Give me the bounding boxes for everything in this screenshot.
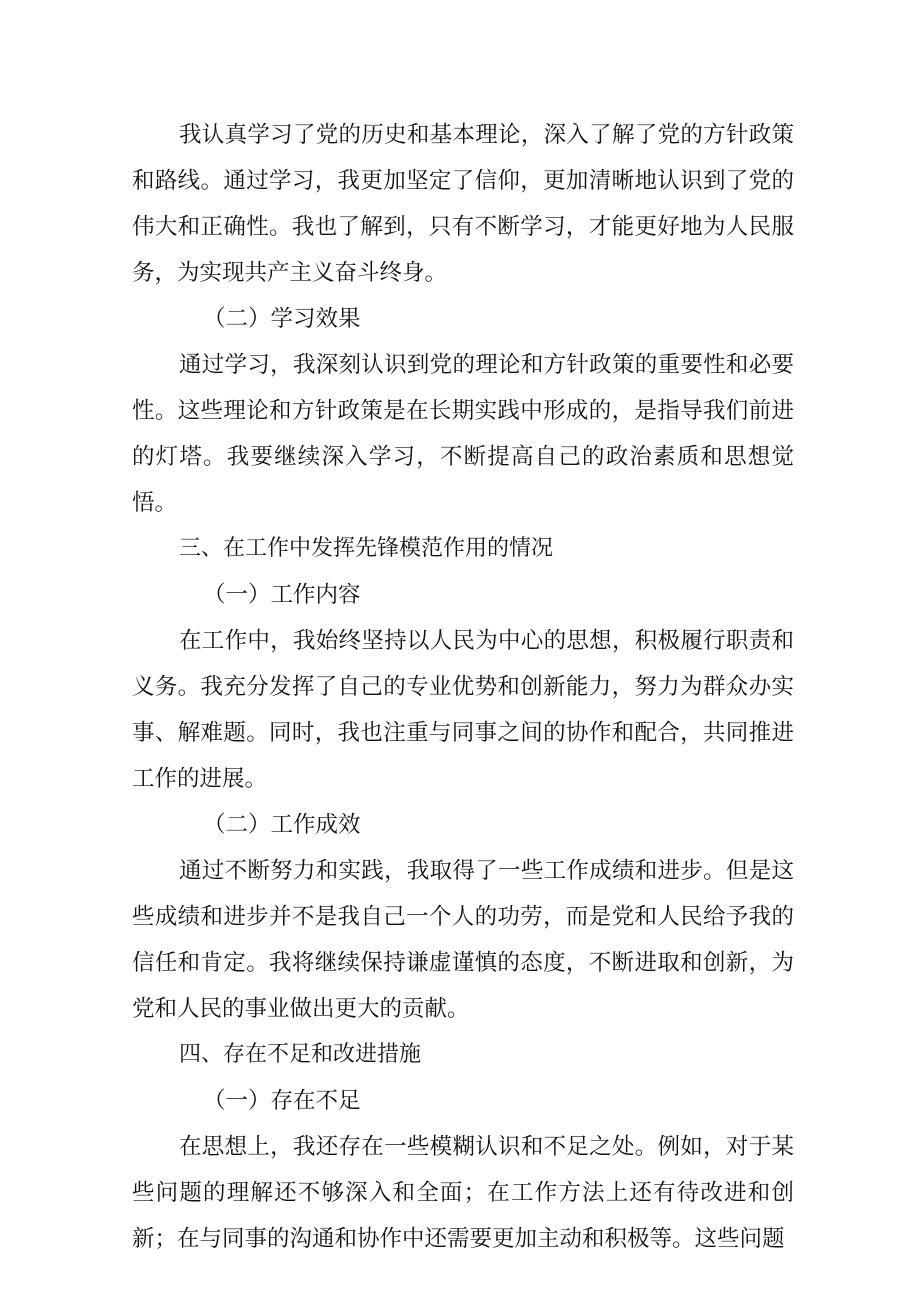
paragraph-work-content: 在工作中，我始终坚持以人民为中心的思想，积极履行职责和义务。我充分发挥了自己的专业优势和创新能力，努力为群众办实事、解难题。同时，我也注重与同事之间的协作和配合，共同推进工作的进展。	[132, 628, 794, 792]
subheading-work-content: （一）工作内容	[203, 582, 361, 608]
section-heading-shortcomings: 四、存在不足和改进措施	[179, 1042, 422, 1067]
section-heading-vanguard-role: 三、在工作中发挥先锋模范作用的情况	[179, 536, 554, 561]
paragraph-study-content: 我认真学习了党的历史和基本理论，深入了解了党的方针政策和路线。通过学习，我更加坚定了信仰，更加清晰地认识到了党的伟大和正确性。我也了解到，只有不断学习，才能更好地为人民服务，为实现共产主义奋斗终身。	[132, 122, 794, 286]
paragraph-study-effect: 通过学习，我深刻认识到党的理论和方针政策的重要性和必要性。这些理论和方针政策是在长期实践中形成的，是指导我们前进的灯塔。我要继续深入学习，不断提高自己的政治素质和思想觉悟。	[132, 352, 794, 516]
subheading-existing-shortcomings: （一）存在不足	[203, 1088, 361, 1114]
paragraph-work-results: 通过不断努力和实践，我取得了一些工作成绩和进步。但是这些成绩和进步并不是我自己一个人的功劳，而是党和人民给予我的信任和肯定。我将继续保持谦虚谨慎的态度，不断进取和创新，为党和人民的事业做出更大的贡献。	[132, 858, 794, 1022]
subheading-work-results: （二）工作成效	[203, 812, 361, 838]
paragraph-existing-shortcomings: 在思想上，我还存在一些模糊认识和不足之处。例如，对于某些问题的理解还不够深入和全面；在工作方法上还有待改进和创新；在与同事的沟通和协作中还需要更加主动和积极等。这些问题	[132, 1134, 794, 1252]
document-body	[132, 112, 794, 1262]
subheading-study-effect: （二）学习效果	[203, 306, 361, 332]
